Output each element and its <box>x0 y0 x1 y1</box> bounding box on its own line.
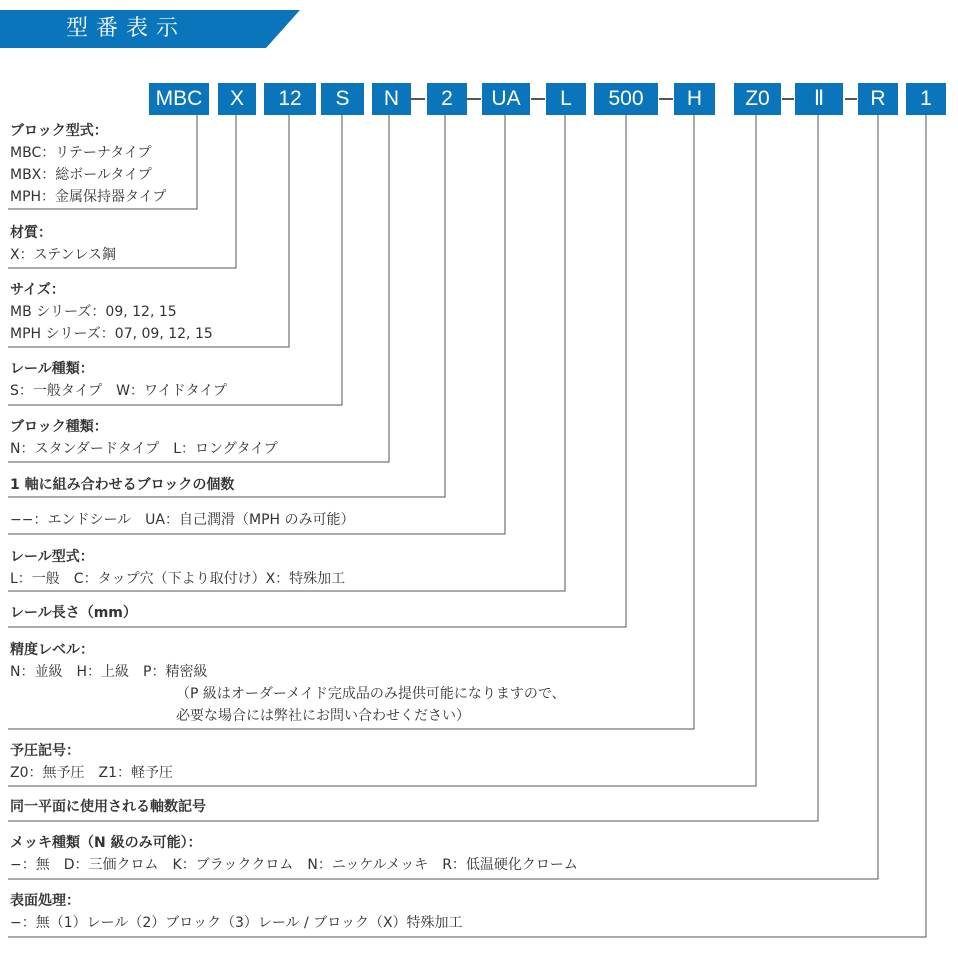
section-line: −：無（1）レール（2）ブロック（3）レール / ブロック（X）特殊加工 <box>10 915 463 931</box>
code-part-plating: R <box>858 83 898 115</box>
section-title: 材質： <box>10 225 52 241</box>
code-dash <box>845 98 857 100</box>
section-title: ブロック型式： <box>10 123 108 139</box>
code-part-block-type: MBC <box>149 83 209 115</box>
section-seal <box>10 509 355 531</box>
code-dash <box>467 98 481 100</box>
section-rail-type <box>10 546 345 590</box>
section-block-type <box>10 120 166 208</box>
section-title: サイズ： <box>10 282 65 298</box>
code-dash <box>782 98 794 100</box>
code-part-preload: Z0 <box>734 83 781 115</box>
code-part-rail-kind: S <box>321 83 364 115</box>
code-part-axis-count: Ⅱ <box>795 83 843 115</box>
code-dash <box>659 98 673 100</box>
code-dash <box>411 98 425 100</box>
code-part-block-kind: N <box>372 83 411 115</box>
section-line: MPH：金属保持器タイプ <box>10 189 167 205</box>
section-line: −−：エンドシール UA：自己潤滑（MPH のみ可能） <box>10 512 355 528</box>
section-title: 1 軸に組み合わせるブロックの個数 <box>10 477 235 493</box>
section-material <box>10 222 116 266</box>
section-size <box>10 279 213 345</box>
section-rail-kind <box>10 358 227 402</box>
section-line: MB シリーズ：09, 12, 15 <box>10 304 177 320</box>
section-note-line: （P 級はオーダーメイド完成品のみ提供可能になりますので、 <box>176 686 566 702</box>
section-title: ブロック種類： <box>10 419 108 435</box>
section-line: X：ステンレス鋼 <box>10 247 116 263</box>
section-note-line: 必要な場合には弊社にお問い合わせください） <box>176 708 470 724</box>
page-title: 型番表示 <box>66 16 187 41</box>
section-title: 精度レベル： <box>10 642 94 658</box>
section-line: MBX：総ボールタイプ <box>10 167 152 183</box>
section-line: Z0：無予圧 Z1：軽予圧 <box>10 765 173 781</box>
section-line: MPH シリーズ：07, 09, 12, 15 <box>10 326 213 342</box>
section-block-count <box>10 474 234 496</box>
code-part-rail-length: 500 <box>594 83 658 115</box>
section-line: N：スタンダードタイプ L：ロングタイプ <box>10 441 278 457</box>
section-axis-count <box>10 796 206 818</box>
section-title: レール型式： <box>10 549 94 565</box>
section-title: 同一平面に使用される軸数記号 <box>10 799 206 815</box>
section-title: メッキ種類（N 級のみ可能）： <box>10 835 202 851</box>
code-part-seal: UA <box>482 83 530 115</box>
code-part-block-count: 2 <box>427 83 467 115</box>
code-dash <box>531 98 545 100</box>
section-preload <box>10 740 173 784</box>
section-accuracy <box>10 639 566 727</box>
code-part-rail-type: L <box>546 83 586 115</box>
section-line: N：並級 H：上級 P：精密級 <box>10 664 208 680</box>
section-rail-length <box>10 602 137 624</box>
section-line: −：無 D：三価クロム K：ブラッククロム N：ニッケルメッキ R：低温硬化クローム <box>10 857 578 873</box>
section-line: MBC：リテーナタイプ <box>10 145 152 161</box>
code-part-surface: 1 <box>906 83 946 115</box>
section-block-kind <box>10 416 278 460</box>
section-surface <box>10 890 463 934</box>
section-line: S：一般タイプ W：ワイドタイプ <box>10 383 227 399</box>
code-part-size: 12 <box>264 83 316 115</box>
section-title: 表面処理： <box>10 893 80 909</box>
code-part-accuracy: H <box>674 83 715 115</box>
section-title: 予圧記号： <box>10 743 80 759</box>
section-title: レール長さ（mm） <box>10 605 137 621</box>
section-title: レール種類： <box>10 361 94 377</box>
section-line: L：一般 C：タップ穴（下より取付け）X：特殊加工 <box>10 571 346 587</box>
code-part-material: X <box>218 83 256 115</box>
section-plating <box>10 832 578 876</box>
